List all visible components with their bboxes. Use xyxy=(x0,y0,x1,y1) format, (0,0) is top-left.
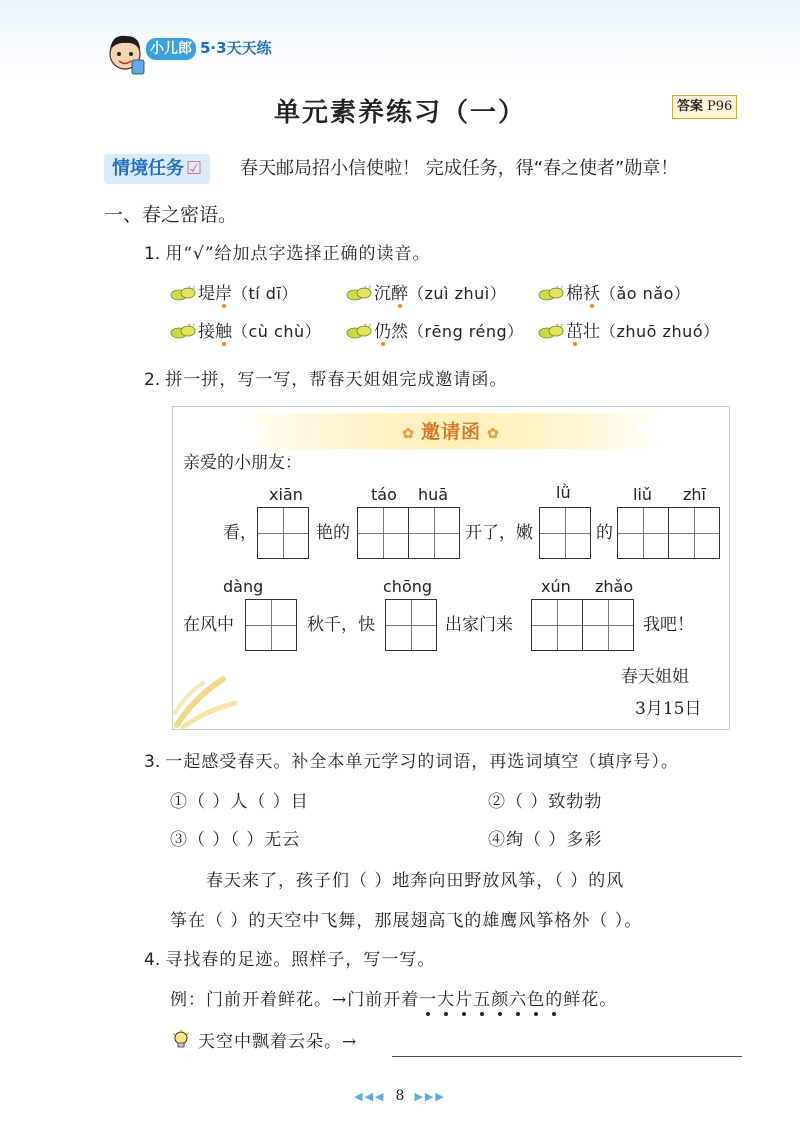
pinyin-label: lǜ xyxy=(556,483,571,502)
emphasized-character: 一 xyxy=(419,990,438,1010)
question-number: 3. xyxy=(144,752,161,772)
question-number: 2. xyxy=(144,370,161,390)
question-1 xyxy=(144,240,431,268)
brand-logo xyxy=(146,37,272,59)
pronunciation-item[interactable]: z z 堤岸（tí dī） xyxy=(170,280,298,308)
svg-text:z z: z z xyxy=(188,285,195,291)
emphasized-character: 五 xyxy=(473,990,492,1010)
emphasized-character: 大 xyxy=(437,990,456,1010)
word-option-1: ①（ ）人（ ）目 xyxy=(170,792,309,812)
pinyin-options: （zhuō zhuó） xyxy=(600,322,720,341)
svg-text:z z: z z xyxy=(556,323,563,329)
leaf-bee-icon xyxy=(170,284,196,302)
emphasized-character: 片 xyxy=(455,990,474,1010)
svg-text:z z: z z xyxy=(556,285,563,291)
question-text: 用“√”给加点字选择正确的读音。 xyxy=(165,244,431,264)
writing-grid[interactable] xyxy=(539,507,591,559)
word-option-2: ②（ ）致勃勃 xyxy=(488,792,603,812)
boy-mascot-icon xyxy=(102,30,148,78)
leaf-decoration-icon xyxy=(173,659,253,729)
invitation-text: 看， xyxy=(223,523,257,543)
question-4 xyxy=(144,946,435,974)
dotted-character: 茁 xyxy=(566,322,583,342)
answer-label: 答案 xyxy=(677,99,704,114)
leaf-bee-icon xyxy=(346,322,372,340)
flower-icon: ✿ xyxy=(402,426,415,442)
question-number: 4. xyxy=(144,950,161,970)
pinyin-label: huā xyxy=(418,485,449,504)
pinyin-label: chōng xyxy=(383,577,433,596)
fill-blank-paragraph-line: 春天来了，孩子们（ ）地奔向田野放风筝，（ ）的风 xyxy=(206,871,625,891)
example-sentence: 例：门前开着鲜花。→门前开着一大片五颜六色的鲜花。 xyxy=(170,990,618,1010)
invitation-text: 出家门来 xyxy=(445,615,513,635)
invitation-text: 在风中 xyxy=(183,615,234,635)
writing-grid[interactable] xyxy=(617,507,720,559)
pinyin-options: （rēng réng） xyxy=(408,322,524,341)
pronunciation-item[interactable]: z z 沉醉（zuì zhuì） xyxy=(346,280,506,308)
pronunciation-item[interactable]: z z 茁壮（zhuō zhuó） xyxy=(538,318,720,346)
writing-grid[interactable] xyxy=(385,599,437,651)
leaf-bee-icon xyxy=(538,322,564,340)
pinyin-label: liǔ xyxy=(633,485,653,504)
question-number: 1. xyxy=(144,244,161,264)
question-text: 一起感受春天。补全本单元学习的词语，再选词填空（填序号）。 xyxy=(165,752,679,772)
emphasized-words xyxy=(419,990,563,1010)
question-3 xyxy=(144,748,679,776)
writing-grid[interactable] xyxy=(245,599,297,651)
page-footer xyxy=(0,1088,800,1104)
answer-line[interactable] xyxy=(392,1056,742,1057)
invitation-text: 秋千，快 xyxy=(307,615,375,635)
question-text: 寻找春的足迹。照样子，写一写。 xyxy=(165,950,436,970)
emphasized-character: 颜 xyxy=(491,990,510,1010)
emphasized-character: 六 xyxy=(509,990,528,1010)
pinyin-label: zhǎo xyxy=(595,577,634,596)
check-box-icon: ☑ xyxy=(186,158,203,179)
pinyin-options: （cù chù） xyxy=(232,322,322,341)
pronunciation-item[interactable]: z z 接触（cù chù） xyxy=(170,318,321,346)
emphasized-character: 色 xyxy=(527,990,546,1010)
invitation-greeting: 亲爱的小朋友： xyxy=(183,453,302,473)
invitation-text: 的 xyxy=(596,523,613,543)
writing-grid[interactable] xyxy=(257,507,309,559)
invitation-date: 3月15日 xyxy=(635,699,702,719)
leaf-bee-icon xyxy=(538,284,564,302)
pinyin-options: （zuì zhuì） xyxy=(408,284,507,303)
dotted-character: 仍 xyxy=(374,322,391,342)
brand-series: 5·3天天练 xyxy=(200,39,272,57)
emphasized-character: 的 xyxy=(545,990,564,1010)
writing-grid[interactable] xyxy=(531,599,634,651)
pinyin-label: xiān xyxy=(269,485,303,504)
invitation-text: 开了，嫩 xyxy=(465,523,533,543)
scenario-tag xyxy=(104,154,210,184)
arrow-right-icon: ▶▶▶ xyxy=(414,1090,446,1103)
pinyin-options: （tí dī） xyxy=(232,284,298,303)
page-title: 单元素养练习（一） xyxy=(273,98,526,128)
invitation-title: ✿ 邀请函 ✿ xyxy=(402,421,500,443)
word-option-4: ④绚（ ）多彩 xyxy=(488,830,603,850)
question-2 xyxy=(144,366,507,394)
flower-icon: ✿ xyxy=(487,426,500,442)
leaf-bee-icon xyxy=(346,284,372,302)
invitation-text: 艳的 xyxy=(316,523,350,543)
leaf-bee-icon xyxy=(170,322,196,340)
dotted-character: 袄 xyxy=(583,284,600,304)
scenario-tag-label: 情境任务 xyxy=(112,158,184,179)
pronunciation-item[interactable]: z z 仍然（rēng réng） xyxy=(346,318,524,346)
invitation-signature: 春天姐姐 xyxy=(621,667,689,687)
dotted-character: 岸 xyxy=(215,284,232,304)
svg-text:z z: z z xyxy=(364,323,371,329)
answer-badge xyxy=(672,95,737,119)
invitation-text: 我吧！ xyxy=(643,615,694,635)
dotted-character: 触 xyxy=(215,322,232,342)
svg-text:z z: z z xyxy=(188,323,195,329)
writing-grid[interactable] xyxy=(357,507,460,559)
svg-text:z z: z z xyxy=(364,285,371,291)
fill-blank-paragraph-line: 筝在（ ）的天空中飞舞，那展翅高飞的雄鹰风筝格外（ ）。 xyxy=(170,911,643,931)
pronunciation-item[interactable]: z z 棉袄（ǎo nǎo） xyxy=(538,280,690,308)
arrow-left-icon: ◀◀◀ xyxy=(354,1090,386,1103)
section-title: 一、春之密语。 xyxy=(104,204,238,226)
scenario-text: 春天邮局招小信使啦！ 完成任务，得“春之使者”勋章！ xyxy=(240,158,679,179)
pinyin-label: dàng xyxy=(223,577,264,596)
rewrite-task: 天空中飘着云朵。→ xyxy=(170,1028,357,1056)
pinyin-label: xún xyxy=(541,577,571,596)
question-text: 拼一拼，写一写，帮春天姐姐完成邀请函。 xyxy=(165,370,508,390)
dotted-character: 醉 xyxy=(391,284,408,304)
word-option-3: ③（ ）（ ）无云 xyxy=(170,830,301,850)
pinyin-label: táo xyxy=(371,485,397,504)
invitation-card xyxy=(172,406,730,730)
answer-page: P96 xyxy=(707,99,733,114)
pinyin-options: （ǎo nǎo） xyxy=(600,284,691,303)
lightbulb-icon xyxy=(170,1029,192,1051)
pinyin-label: zhī xyxy=(683,485,706,504)
brand-name: 小儿郎 xyxy=(146,38,196,60)
page-number: 8 xyxy=(395,1088,405,1104)
